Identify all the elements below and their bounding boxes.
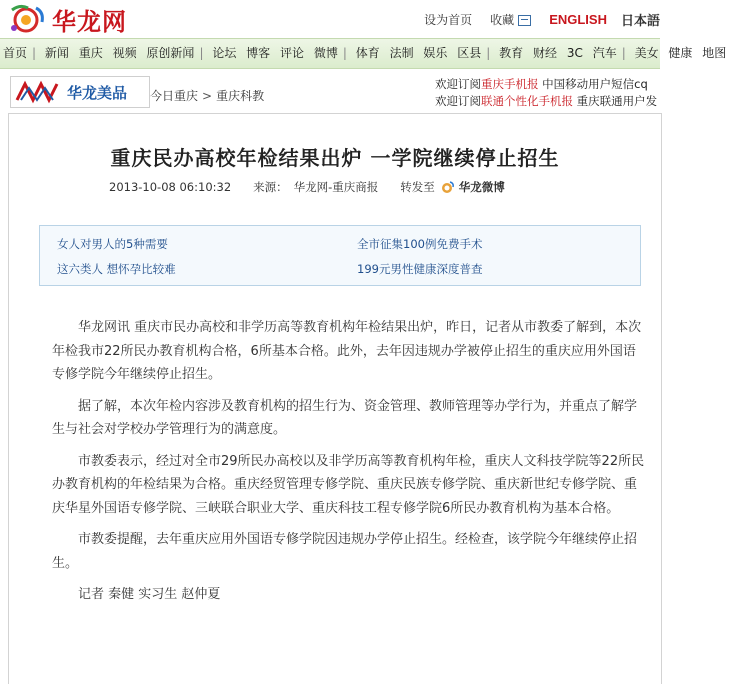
- nav-item[interactable]: 论坛: [212, 46, 237, 60]
- wave-logo-icon: [15, 80, 61, 104]
- article-paragraph: 据了解，本次年检内容涉及教育机构的招生行为、资金管理、教师管理等办学行为，并重点了解学生与社会对学校办学管理行为的满意度。: [52, 398, 638, 437]
- site-logo[interactable]: [6, 2, 127, 36]
- weibo-icon[interactable]: [441, 180, 455, 194]
- site-logo-text: 华龙网: [52, 7, 127, 36]
- ad-suffix: 重庆联通用户发: [573, 94, 658, 108]
- nav-item[interactable]: 博客: [246, 46, 271, 60]
- ad-highlight: 重庆手机报: [481, 77, 539, 91]
- article-container: [8, 113, 662, 684]
- set-homepage-link[interactable]: 设为首页: [424, 13, 473, 27]
- nav-item[interactable]: 教育: [499, 46, 524, 60]
- ad-line[interactable]: [435, 76, 657, 93]
- favorites-link[interactable]: [490, 11, 531, 28]
- related-link[interactable]: 全市征集100例免费手术: [357, 237, 483, 251]
- ad-line[interactable]: [435, 93, 657, 110]
- ad-highlight: 联通个性化手机报: [481, 94, 573, 108]
- ad-suffix: 中国移动用户短信cq: [538, 77, 648, 91]
- related-links-box: [39, 225, 641, 286]
- related-link[interactable]: 女人对男人的5种需要: [57, 237, 168, 251]
- japanese-link[interactable]: 日本語: [620, 14, 660, 29]
- subscription-ads: [435, 76, 657, 110]
- favorites-icon: [518, 15, 531, 26]
- source-name: 华龙网-重庆商报: [293, 180, 379, 194]
- nav-item[interactable]: 重庆: [78, 46, 103, 60]
- channel-name: 华龙美品: [67, 83, 128, 102]
- article-meta: [109, 179, 505, 195]
- share-label: 转发至: [400, 180, 435, 194]
- nav-item[interactable]: 健康: [668, 46, 693, 60]
- breadcrumb-item[interactable]: 今日重庆: [150, 89, 199, 103]
- channel-header: [8, 73, 660, 111]
- nav-item[interactable]: 微博: [313, 46, 338, 60]
- breadcrumb-item[interactable]: 重庆科教: [216, 89, 265, 103]
- nav-item[interactable]: 体育: [355, 46, 380, 60]
- nav-item[interactable]: 视频: [112, 46, 137, 60]
- source-label: 来源：: [253, 180, 288, 194]
- main-nav: 首页 | 新闻 重庆 视频 原创新闻 | 论坛 博客 评论 微博 | 体育 法制 娱乐 区县 | 教育 财经 3C 汽车 | 美女 健康 地图: [0, 38, 660, 69]
- ad-prefix: 欢迎订阅: [435, 77, 481, 91]
- breadcrumb: [150, 87, 264, 104]
- article-byline: 记者 秦健 实习生 赵仲夏: [78, 587, 221, 602]
- breadcrumb-separator-icon: >: [202, 89, 213, 103]
- channel-logo[interactable]: [10, 76, 150, 108]
- related-link[interactable]: 199元男性健康深度普查: [357, 262, 483, 276]
- nav-item[interactable]: 区县: [457, 46, 482, 60]
- nav-item[interactable]: 新闻: [44, 46, 69, 60]
- publish-datetime: 2013-10-08 06:10:32: [109, 180, 232, 194]
- ad-prefix: 欢迎订阅: [435, 94, 481, 108]
- article-paragraph: 市教委表示，经过对全市29所民办高校以及非学历高等教育机构年检，重庆人文科技学院等22所民办教育机构的年检结果为合格。重庆经贸管理专修学院、重庆民族专修学院、重庆新世纪专修学院、重庆华星外国语专修学院、三峡联合职业大学、重庆科技工程专修学院6所民办教育机构为基本合格。: [52, 453, 645, 516]
- nav-item[interactable]: 评论: [280, 46, 305, 60]
- nav-item[interactable]: 财经: [533, 46, 558, 60]
- english-link[interactable]: ENGLISH: [549, 12, 607, 27]
- nav-item[interactable]: 地图: [702, 46, 727, 60]
- nav-item[interactable]: 娱乐: [423, 46, 448, 60]
- article-body: [52, 316, 647, 615]
- article-paragraph: 华龙网讯 重庆市民办高校和非学历高等教育机构年检结果出炉，昨日，记者从市教委了解到，本次年检我市22所民办教育机构合格，6所基本合格。此外，去年因违规办学被停止招生的重庆应用外国语专修学院今年继续停止招生。: [52, 320, 642, 382]
- share-weibo-link[interactable]: 华龙微博: [458, 180, 505, 194]
- nav-item[interactable]: 首页: [3, 46, 28, 60]
- nav-item[interactable]: 法制: [389, 46, 414, 60]
- article-title: 重庆民办高校年检结果出炉 一学院继续停止招生: [110, 146, 560, 170]
- article-source: [253, 179, 378, 195]
- nav-item[interactable]: 汽车: [592, 46, 617, 60]
- dragon-logo-icon: [6, 2, 50, 36]
- nav-item[interactable]: 美女: [634, 46, 659, 60]
- related-link[interactable]: 这六类人 想怀孕比较难: [57, 262, 176, 276]
- top-links: [406, 10, 660, 29]
- favorites-label: 收藏: [490, 13, 515, 27]
- nav-item[interactable]: 3C: [566, 46, 583, 60]
- article-paragraph: 市教委提醒，去年重庆应用外国语专修学院因违规办学停止招生。经检查，该学院今年继续停止招生。: [52, 532, 638, 571]
- top-bar: [0, 0, 660, 38]
- nav-item[interactable]: 原创新闻: [146, 46, 195, 60]
